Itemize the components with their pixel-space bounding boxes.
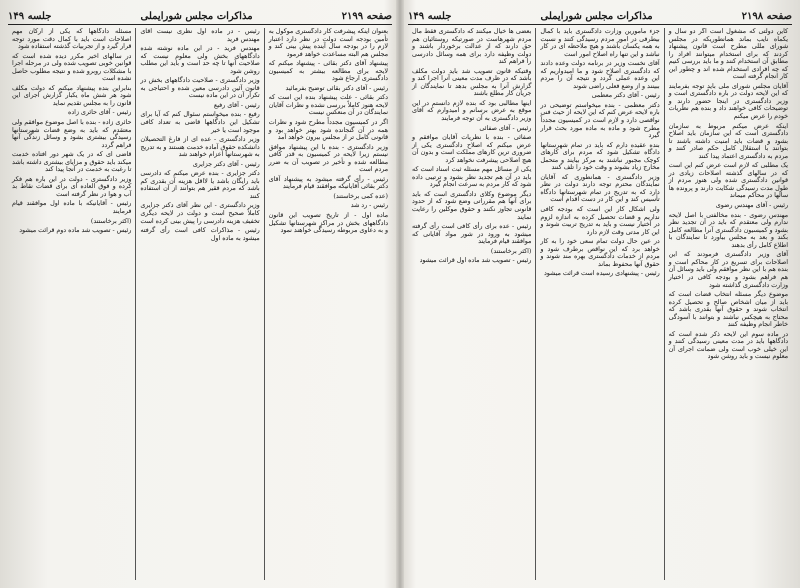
paragraph: وزیر دادگستری - صلاحیت دادگاههای بخش در قانون آئین دادرسی معین شده و احتیاجی به تکرار آن در این ماده نیست — [140, 77, 260, 100]
paragraph: اینها مطالبی بود که بنده لازم دانستم در این موقع به عرض برسانم و امیدوارم که آقای وزیر دادگستری به آن توجه فرمایند — [412, 99, 532, 123]
paragraph: بعنوان اینکه پیشرفت کار دادگستری موکول به تأمین بودجه است دولت در نظر دارد اعتبار لازم را در بودجه سال آینده پیش بینی کند و مجلس هم البته مساعدت خواهد فرمود — [268, 28, 388, 58]
paragraph: رئیس - آقای حائری زاده — [68, 109, 132, 117]
paragraph: وقتیکه قانون تصویب شد باید دولت مکلف باشد که در ظرف مدت معینی آنرا اجرا کند و گزارش آنرا به مجلس بدهد تا نمایندگان از جریان کار مطلع باشند — [412, 67, 532, 98]
paragraph: ماده اول - از تاریخ تصویب این قانون دادگاههای بخش در مراکز شهرستانها تشکیل و به دعاوی مربوطه رسیدگی خواهند نمود — [268, 212, 388, 235]
paragraph: رئیس - مذاکرات کافی است رأی گرفته میشود به ماده اول — [140, 227, 260, 242]
paragraph: مسئله دادگاهها که یکی از ارکان مهم اصلاحات است باید با کمال دقت مورد توجه قرار گیرد و از تجربیات گذشته استفاده شود — [12, 28, 132, 51]
paragraph: در ماده سوم این لایحه ذکر شده است که دادگاهها باید در مدت معینی رسیدگی کنند و این خیلی خوب است ولی ضمانت اجرای آن معلوم نیست و باید روشن شود — [668, 330, 788, 361]
paragraph: دکتر جزایری - بنده عرض میکنم که دادرسی باید رایگان باشد یا لااقل هزینه آن بقدری کم باشد که مردم فقیر هم بتوانند از آن استفاده کنند — [140, 170, 260, 200]
paragraph: رئیس - رأی گرفته میشود به پیشنهاد آقای دکتر بقائی آقایانیکه موافقند قیام فرمایند — [268, 175, 388, 191]
paragraph: بنده عقیده دارم که باید در تمام شهرستانها دادگاه تشکیل شود که مردم برای کارهای کوچک مجبور نباشند به مرکز بیایند و متحمل مخارج زیاد بشوند و وقت خود را تلف کنند — [540, 141, 660, 172]
paragraph: رئیس - در ماده اول نظری نیست آقای مهندس فرید — [140, 28, 260, 43]
paragraph: مهندس رضوی - بنده مخالفتی با اصل لایحه ندارم ولی معتقدم که باید در آن تجدید نظر بشود و کمیسیون دادگستری آنرا مطالعه کامل بکند و بعد به مجلس بیاورد تا نمایندگان با اطلاع کامل رأی بدهند — [668, 211, 788, 249]
paragraph: آقای وزیر دادگستری فرمودند که این اصلاحات برای تسریع در کار محاکم است و بنده هم با این نظر موافقم ولی باید وسائل آن هم فراهم بشود و بودجه کافی در اختیار وزارت دادگستری گذاشته شود — [668, 251, 788, 289]
paragraph: رئیس - تصویب شد ماده دوم قرائت میشود — [19, 227, 132, 235]
text-column — [136, 28, 264, 580]
paragraph: (اکثر برخاستند) — [90, 217, 132, 225]
paragraph: رئیس - آقای رفیع — [213, 101, 260, 109]
text-column — [665, 28, 792, 580]
paragraph: ولی اشکال کار این است که بودجه کافی نداریم و قضات تحصیل کرده به اندازه لزوم در اختیار نیست و باید به تدریج تربیت شوند و این کار مدتی وقت لازم دارد — [540, 206, 660, 236]
text-column — [536, 28, 664, 580]
paragraph: رئیس - آقای دکتر بقائی توضیح بفرمائید — [285, 84, 388, 92]
page-number-label: صفحه ۲۱۹۸ — [741, 10, 792, 22]
session-label: جلسه ۱۴۹ — [408, 10, 452, 22]
paragraph: وزیر دادگستری - دولت در این باره هم فکر کرده و فوق العاده ای برای قضات نقاط بد آب و هوا در نظر گرفته است — [12, 175, 132, 198]
text-columns — [8, 28, 392, 580]
paragraph: اینکه عرض میکنم مربوط به سازمان دادگستری است که این سازمان باید اصلاح بشود و قضات باید امنیت داشته باشند تا بتوانند با استقلال کامل حکم صادر کنند و مردم به دادگستری اعتماد پیدا کنند — [668, 122, 788, 160]
text-columns — [408, 28, 792, 580]
text-column — [408, 28, 536, 580]
paragraph: دکتر بقائی - علت پیشنهاد بنده این است که لایحه هنوز کاملاً بررسی نشده و نظرات آقایان نمایندگان در آن منعکس نیست — [268, 94, 388, 117]
session-label: جلسه ۱۴۹ — [8, 10, 52, 22]
paragraph: وزیر دادگستری - بنده با این پیشنهاد موافق نیستم زیرا لایحه در کمیسیون به قدر کافی مطالعه شده و تأخیر در تصویب آن به ضرر مردم است — [268, 143, 388, 174]
paragraph: رئیس - عده برای رأی کافی است رأی گرفته میشود به ورود در شور مواد آقایانی که موافقند قیام فرمایند — [412, 223, 532, 246]
paragraph: وزیر دادگستری - این نظر آقای دکتر جزایری کاملاً صحیح است و دولت در لایحه دیگری تخفیف هزینه دادرسی را پیش بینی کرده است — [140, 202, 260, 225]
paragraph: آقای نخست وزیر در برنامه دولت وعده دادند که دادگستری اصلاح شود و ما امیدواریم که این وعده عملی گردد و نتیجه آن را مردم ببینند و از وضع فعلی راضی شوند — [540, 60, 660, 90]
paragraph: (عده کمی برخاستند) — [333, 192, 388, 200]
paragraph: دیگر موضوع وکلای دادگستری است که باید برای آنها هم مقرراتی وضع شود که از حدود قانونی تجاوز نکنند و حقوق موکلین را رعایت نمایند — [412, 190, 532, 221]
paragraph: رئیس - آقای دکتر معظمی — [591, 92, 660, 100]
paragraph: رفیع - بنده میخواستم سئوال کنم که آیا برای تشکیل این دادگاهها قاضی به تعداد کافی موجود است یا خیر — [140, 111, 260, 134]
paragraph: پیشنهاد آقای دکتر بقائی - پیشنهاد میکنم که لایحه برای مطالعه بیشتر به کمیسیون دادگستری ارجاع شود — [268, 60, 388, 83]
text-column — [265, 28, 392, 580]
paragraph: (اکثر برخاستند) — [490, 247, 532, 255]
page-header — [8, 8, 392, 25]
paragraph: وزیر دادگستری - همانطوری که آقایان نمایندگان محترم توجه دارند دولت در نظر دارد که به تدریج در تمام شهرستانها دادگاه تأسیس کند و این کار در دست اقدام است — [540, 173, 660, 204]
paragraph: رئیس - آقای صفائی — [479, 124, 532, 132]
page-title: مذاکرات مجلس شورایملی — [140, 10, 253, 22]
paragraph: صفائی - بنده با نظریات آقایان موافقم و عرض میکنم که اصلاح دادگستری یکی از ضروری ترین کارهای مملکت است و بدون آن هیچ اصلاحی پیشرفت نخواهد کرد — [412, 134, 532, 164]
paragraph: رئیس - تصویب شد ماده اول قرائت میشود — [419, 257, 532, 265]
paragraph: یکی از مسائل مهم مسئله ثبت اسناد است که باید در آن هم تجدید نظر بشود و ترتیبی داده شود که کار مردم به سرعت انجام گیرد — [412, 166, 532, 189]
paragraph: بنابراین بنده پیشنهاد میکنم که دولت مکلف شود هر شش ماه یکبار گزارش اجرای این قانون را به مجلس تقدیم نماید — [12, 84, 132, 107]
paragraph: وزیر دادگستری - عده ای از فارغ التحصیلان دانشکده حقوق آماده خدمت هستند و به تدریج به شهرستانها اعزام خواهند شد — [140, 136, 260, 159]
paragraph: در سالهای اخیر مکرر دیده شده است که قوانین خوبی تصویب شده ولی در مرحله اجرا با مشکلات روبرو شده و نتیجه مطلوب حاصل نشده است — [12, 52, 132, 83]
page-title: مذاکرات مجلس شورایملی — [540, 10, 653, 22]
paragraph: کاین دولتی که مشغول است اگر دو سال و یکماه نایب بماند همانطوریکه در مجلس شورای مللی مطرح است قانون پیشنهاد کردند که برای استخدام میتوانند افراد را مطابق آن استخدام کنند و ما باید بررسی کنیم که چه افرادی استخدام شده اند و چطور این کار انجام گرفته است — [668, 28, 788, 81]
paragraph: رئیس - آقای مهندس رضوی — [715, 202, 788, 210]
paragraph: حائری زاده - بنده با اصل موضوع موافقم ولی معتقدم که باید به وضع قضات شهرستانها رسیدگی بیشتری بشود و وسائل زندگی آنها فراهم گردد — [12, 119, 132, 149]
page-number-label: صفحه ۲۱۹۹ — [341, 10, 392, 22]
paragraph: اگر در کمیسیون مجدداً مطرح شود و نظرات همه در آن گنجانده شود بهتر خواهد بود و قانونی کامل تر از مجلس بیرون خواهد آمد — [268, 119, 388, 142]
paragraph: رئیس - پیشنهادی رسیده است قرائت میشود — [543, 270, 660, 278]
paragraph: بعضی ها خیال میکنند که دادگستری فقط مال مردم شهرهاست در صورتیکه روستائیان هم حق دارند که از عدالت برخوردار باشند و دولت وظیفه دارد برای همه وسائل دادرسی را فراهم کند — [412, 28, 532, 66]
paragraph: آقایان مجلس شورای ملی باید توجه بفرمایند که این لایحه دولت در باره دادگستری است و وزیر دادگستری در اینجا حضور دارند و توضیحات کافی خواهند داد و بنده هم نظریات خودم را عرض میکنم — [668, 82, 788, 121]
paragraph: مهندس فرید - در این ماده نوشته شده دادگاههای بخش ولی معلوم نیست که صلاحیت آنها تا چه حد است و باید این مطلب روشن شود — [140, 45, 260, 75]
paragraph: موضوع دیگر مسئله انتخاب قضات است که باید از میان اشخاص صالح و تحصیل کرده انتخاب شوند و حقوق آنها بقدری باشد که محتاج به هیچکس نباشند و بتوانند با آسودگی خاطر انجام وظیفه کنند — [668, 291, 788, 329]
paragraph: در عین حال دولت تمام سعی خود را به کار خواهد برد که این نواقص برطرف شود و مردم از خدمات دادگستری بهره مند شوند و حقوق آنها محفوظ بماند — [540, 238, 660, 268]
right-page — [402, 4, 798, 584]
book-spine — [396, 0, 404, 588]
page-header — [408, 8, 792, 25]
left-page — [2, 4, 398, 584]
paragraph: قاضی ای که در یک شهر دور افتاده خدمت میکند باید حقوق و مزایای بیشتری داشته باشد تا رغبت به خدمت در آنجا پیدا کند — [12, 151, 132, 174]
paragraph: یک مطلبی که لازم است عرض کنم این است که در سالهای گذشته اصلاحات زیادی در قوانین دادگستری شده ولی هنوز مردم از طول مدت رسیدگی شکایت دارند و پرونده ها سالها در محاکم میماند — [668, 162, 788, 200]
paragraph: رئیس - رد شد — [350, 202, 388, 210]
paragraph: دکتر معظمی - بنده میخواستم توضیحی در باره لایحه عرض کنم که این لایحه از حیث فنی نواقصی دارد و لازم است در کمیسیون مجدداً مطرح شود و ماده به ماده مورد بحث قرار گیرد — [540, 101, 660, 140]
text-column — [8, 28, 136, 580]
paragraph: رئیس - آقایانیکه با ماده اول موافقند قیام فرمایند — [12, 200, 132, 216]
paragraph: جزء مأمورین وزارت دادگستری باید با کمال بیطرفی در امور مردم رسیدگی کنند و نسبت به همه یکسان باشند و هیچ ملاحظه ای در کار نباشد و این تنها راه اصلاح امور است — [540, 28, 660, 58]
paragraph: رئیس - آقای دکتر جزایری — [192, 160, 260, 168]
